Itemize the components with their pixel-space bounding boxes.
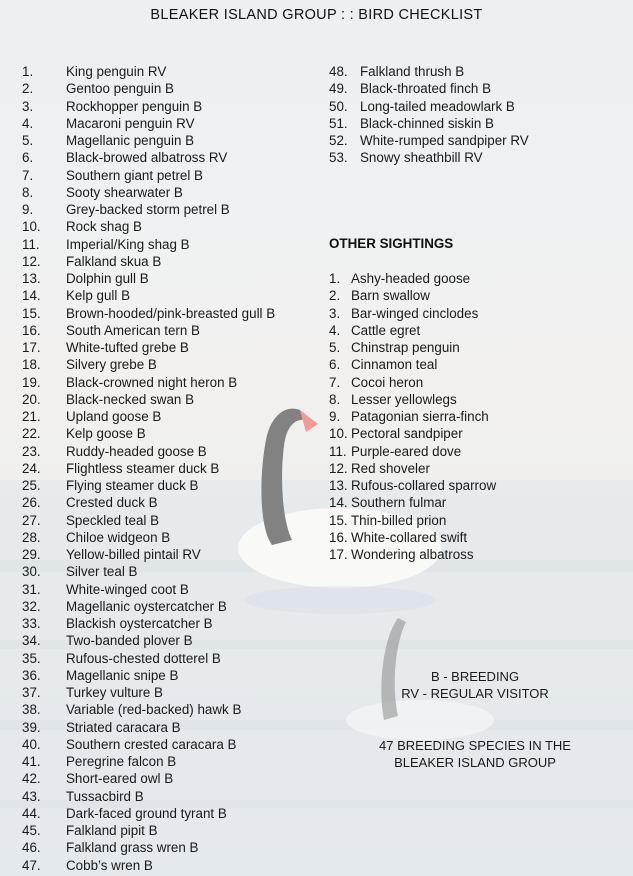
item-number: 46. [22, 840, 41, 856]
item-number: 11. [329, 443, 347, 459]
item-number: 34. [22, 633, 41, 649]
item-number: 42. [22, 771, 41, 787]
item-number: 22. [22, 426, 41, 442]
item-number: 28. [22, 529, 41, 545]
item-number: 14. [22, 288, 41, 304]
bird-name: Flightless steamer duck B [66, 460, 220, 476]
bird-name: Southern fulmar [351, 495, 447, 511]
item-number: 32. [22, 598, 41, 614]
bird-name: Tussacbird B [66, 788, 144, 804]
item-number: 7. [22, 167, 34, 183]
item-number: 8. [329, 391, 341, 407]
item-number: 21. [22, 409, 41, 424]
item-number: 18. [22, 357, 41, 373]
bird-name: Chiloe widgeon B [66, 529, 171, 545]
item-number: 2. [329, 288, 341, 304]
bird-name: Short-eared owl B [66, 771, 174, 787]
bird-name: Upland goose B [66, 409, 162, 424]
item-number: 17. [329, 547, 348, 562]
item-number: 45. [22, 823, 41, 838]
item-number: 5. [329, 340, 341, 355]
bird-name: Southern giant petrel B [66, 167, 203, 183]
breeding-summary-line-1: 47 BREEDING SPECIES IN THE [379, 738, 571, 753]
item-number: 11. [22, 236, 40, 252]
item-number: 6. [22, 150, 34, 166]
bird-name: White-tufted grebe B [66, 340, 189, 355]
bird-name: Snowy sheathbill RV [360, 150, 483, 166]
item-number: 16. [22, 322, 41, 338]
item-number: 27. [22, 512, 41, 528]
bird-name: Dark-faced ground tyrant B [66, 805, 227, 821]
bird-name: Flying steamer duck B [66, 478, 199, 493]
bird-name: Dolphin gull B [66, 271, 149, 286]
bird-name: Chinstrap penguin [351, 340, 460, 355]
bird-name: White-winged coot B [66, 581, 189, 597]
item-number: 5. [22, 133, 34, 148]
item-number: 39. [22, 719, 41, 735]
item-number: 7. [329, 374, 341, 390]
bird-name: Barn swallow [351, 288, 430, 304]
bird-name: Imperial/King shag B [66, 236, 190, 252]
bird-name: Falkland pipit B [66, 823, 158, 838]
bird-name: Cocoi heron [351, 374, 424, 390]
item-number: 2. [22, 81, 34, 97]
page-title: BLEAKER ISLAND GROUP : : BIRD CHECKLIST [150, 7, 483, 23]
item-number: 19. [22, 374, 41, 390]
bird-name: King penguin RV [66, 64, 167, 79]
item-number: 38. [22, 702, 41, 718]
item-number: 43. [22, 788, 41, 804]
bird-name: Grey-backed storm petrel B [66, 202, 230, 217]
bird-name: Two-banded plover B [66, 633, 193, 649]
bird-name: Magellanic penguin B [66, 133, 195, 148]
bird-name: South American tern B [66, 322, 200, 338]
bird-name: Blackish oystercatcher B [66, 616, 213, 631]
item-number: 37. [22, 685, 41, 700]
bird-name: Ruddy-headed goose B [66, 443, 207, 459]
bird-name: Cobb’s wren B [66, 857, 153, 873]
bird-name: Rufous-collared sparrow [351, 478, 497, 493]
item-number: 10. [22, 219, 41, 235]
bird-name: Falkland skua B [66, 253, 162, 269]
item-number: 16. [329, 529, 348, 545]
item-number: 29. [22, 547, 41, 562]
bird-name: Kelp gull B [66, 288, 131, 304]
item-number: 9. [329, 409, 341, 424]
item-number: 47. [22, 857, 41, 873]
bird-name: Ashy-headed goose [351, 271, 471, 286]
item-number: 14. [329, 495, 348, 511]
item-number: 31. [22, 581, 41, 597]
item-number: 15. [22, 305, 41, 321]
bird-name: White-collared swift [351, 529, 468, 545]
item-number: 1. [329, 271, 341, 286]
bird-name: Variable (red-backed) hawk B [66, 702, 242, 718]
bird-name: Crested duck B [66, 495, 158, 511]
item-number: 50. [329, 98, 348, 114]
item-number: 36. [22, 667, 41, 683]
item-number: 40. [22, 736, 41, 752]
item-number: 52. [329, 133, 348, 148]
bird-name: Southern crested caracara B [66, 736, 237, 752]
item-number: 12. [329, 460, 348, 476]
bird-name: Gentoo penguin B [66, 81, 174, 97]
item-number: 9. [22, 202, 34, 217]
breeding-summary-line-2: BLEAKER ISLAND GROUP [394, 755, 556, 770]
bird-name: Macaroni penguin RV [66, 115, 195, 131]
item-number: 33. [22, 616, 41, 631]
item-number: 4. [329, 322, 341, 338]
bird-name: Brown-hooded/pink-breasted gull B [66, 305, 276, 321]
item-number: 12. [22, 253, 41, 269]
item-number: 26. [22, 495, 41, 511]
item-number: 44. [22, 805, 41, 821]
bird-name: Falkland grass wren B [66, 840, 199, 856]
item-number: 30. [22, 564, 41, 580]
key-breeding: B - BREEDING [430, 669, 520, 684]
item-number: 10. [329, 426, 348, 442]
item-number: 48. [329, 64, 348, 79]
item-number: 1. [22, 64, 34, 79]
bird-name: Rufous-chested dotterel B [66, 650, 221, 666]
bird-name: Rock shag B [66, 219, 142, 235]
item-number: 13. [22, 271, 41, 286]
item-number: 20. [22, 391, 41, 407]
item-number: 8. [22, 184, 34, 200]
bird-name: White-rumped sandpiper RV [360, 133, 529, 148]
bird-name: Bar-winged cinclodes [351, 305, 479, 321]
bird-name: Pectoral sandpiper [351, 426, 463, 442]
bird-name: Patagonian sierra-finch [351, 409, 489, 424]
item-number: 3. [329, 305, 341, 321]
bird-name: Peregrine falcon B [66, 754, 177, 769]
item-number: 15. [329, 512, 348, 528]
bird-name: Purple-eared dove [351, 443, 462, 459]
bird-name: Black-chinned siskin B [360, 115, 494, 131]
item-number: 25. [22, 478, 41, 493]
item-number: 6. [329, 357, 341, 373]
item-number: 17. [22, 340, 41, 355]
item-number: 49. [329, 81, 348, 97]
bird-name: Black-crowned night heron B [66, 374, 238, 390]
item-number: 53. [329, 150, 348, 166]
bird-name: Magellanic oystercatcher B [66, 598, 227, 614]
item-number: 24. [22, 460, 41, 476]
bird-name: Striated caracara B [66, 719, 181, 735]
bird-name: Magellanic snipe B [66, 667, 179, 683]
bird-name: Speckled teal B [66, 512, 160, 528]
bird-name: Rockhopper penguin B [66, 98, 203, 114]
bird-name: Wondering albatross [351, 547, 474, 562]
bird-name: Thin-billed prion [351, 512, 447, 528]
item-number: 51. [329, 115, 348, 131]
item-number: 3. [22, 98, 34, 114]
bird-name: Lesser yellowlegs [351, 391, 457, 407]
item-number: 4. [22, 115, 34, 131]
bird-name: Turkey vulture B [66, 685, 163, 700]
bird-name: Long-tailed meadowlark B [360, 98, 515, 114]
item-number: 41. [22, 754, 41, 769]
item-number: 35. [22, 650, 41, 666]
bird-name: Cinnamon teal [351, 357, 438, 373]
bird-name: Red shoveler [351, 460, 430, 476]
item-number: 23. [22, 443, 41, 459]
bird-name: Kelp goose B [66, 426, 146, 442]
bird-name: Black-necked swan B [66, 391, 195, 407]
bird-name: Silvery grebe B [66, 357, 157, 373]
item-number: 13. [329, 478, 348, 493]
other-sightings-heading: OTHER SIGHTINGS [329, 236, 454, 251]
bird-name: Black-browed albatross RV [66, 150, 228, 166]
bird-name: Sooty shearwater B [66, 184, 183, 200]
bird-name: Yellow-billed pintail RV [66, 547, 201, 562]
bird-name: Black-throated finch B [360, 81, 491, 97]
key-regular-visitor: RV - REGULAR VISITOR [401, 686, 549, 701]
bird-name: Cattle egret [351, 322, 421, 338]
bird-name: Falkland thrush B [360, 64, 465, 79]
bird-name: Silver teal B [66, 564, 138, 580]
